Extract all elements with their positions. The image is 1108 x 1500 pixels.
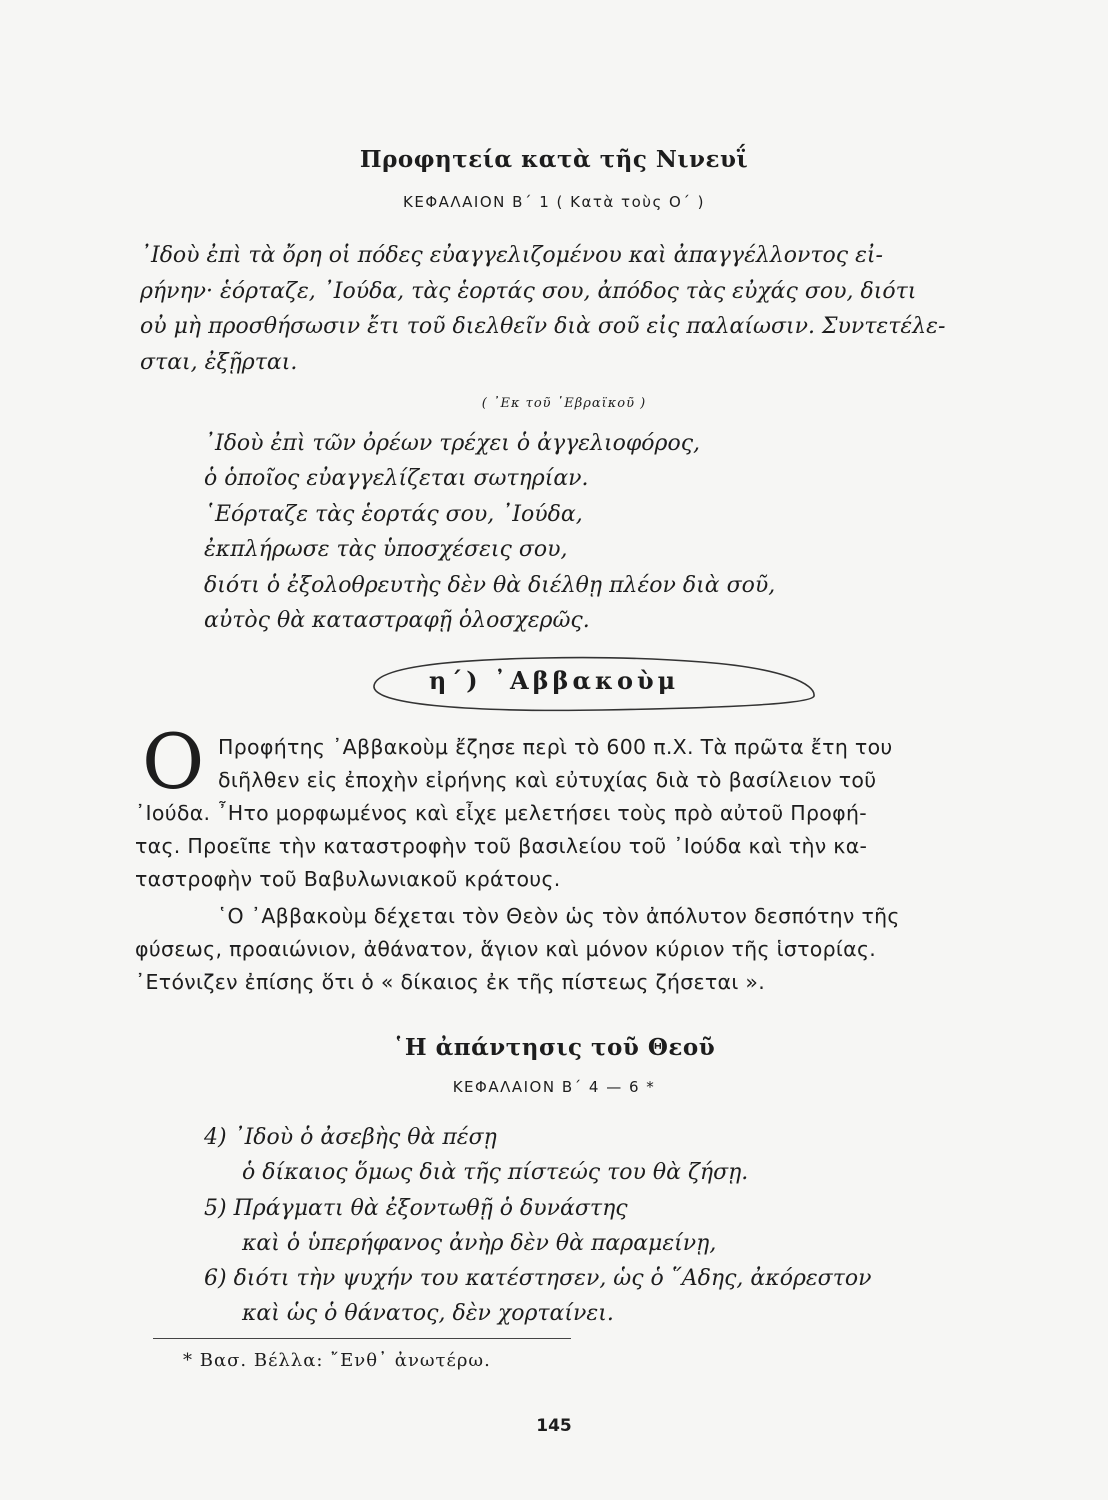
footnote: * Βασ. Βέλλα: ῎Ενθ᾿ ἀνωτέρω. [183,1350,491,1371]
text-line: ᾿Ιούδα. ῏Ητο μορφωμένος καὶ εἶχε μελετήσει τοὺς πρὸ αὐτοῦ Προφή- [135,801,867,825]
text-line: οὐ μὴ προσθήσωσιν ἔτι τοῦ διελθεῖν διὰ σοῦ εἰς παλαίωσιν. Συντετέλε- [140,314,946,339]
section-title-answer: ῾Η ἀπάντησις τοῦ Θεοῦ [392,1034,716,1061]
hebrew-verse [204,426,964,638]
text-line: φύσεως, προαιώνιον, ἀθάνατον, ἅγιον καὶ μόνον κύριον τῆς ἱστορίας. [135,937,877,961]
chapter-reference-2: ΚΕΦΑΛΑΙΟΝ Β΄ 4 — 6 * [452,1078,656,1096]
bio-paragraph-2 [135,900,978,999]
verse-line: καὶ ὁ ὑπερήφανος ἀνὴρ δὲν θὰ παραμείνῃ, [242,1230,717,1256]
verse-line: ὁ δίκαιος ὅμως διὰ τῆς πίστεώς του θὰ ζήσῃ. [242,1160,749,1186]
text-line: ᾿Ετόνιζεν ἐπίσης ὅτι ὁ « δίκαιος ἐκ τῆς πίστεως ζήσεται ». [135,970,766,994]
source-note: ( ᾿Εκ τοῦ ῾Εβραϊκοῦ ) [481,396,647,411]
text-line: ῾Ο ᾿Αββακοὺμ δέχεται τὸν Θεὸν ὡς τὸν ἀπόλυτον δεσπότην τῆς [217,904,900,928]
text-line: σται, ἐξῇρται. [140,349,298,375]
septuagint-text [140,238,978,380]
verse-line: διότι ὁ ἐξολοθρευτὴς δὲν θὰ διέλθῃ πλέον διὰ σοῦ, [204,572,776,598]
verse-line: καὶ ὡς ὁ θάνατος, δὲν χορταίνει. [242,1301,614,1327]
chapter-reference: ΚΕΦΑΛΑΙΟΝ Β΄ 1 ( Κατὰ τοὺς Ο΄ ) [403,193,705,211]
text-line: Προφήτης ᾿Αββακοὺμ ἔζησε περὶ τὸ 600 π.Χ. Τὰ πρῶτα ἔτη του [218,735,893,759]
answer-verses [204,1120,984,1332]
verse-line: ᾿Ιδοὺ ἐπὶ τῶν ὀρέων τρέχει ὁ ἀγγελιοφόρος, [204,431,701,456]
text-line: τας. Προεῖπε τὴν καταστροφὴν τοῦ βασιλείου τοῦ ᾿Ιούδα καὶ τὴν κα- [135,834,868,858]
verse-line: 4) ᾿Ιδοὺ ὁ ἀσεβὴς θὰ πέσῃ [204,1125,497,1150]
drop-cap: Ο [142,717,205,806]
text-line: ταστροφὴν τοῦ Βαβυλωνιακοῦ κράτους. [135,867,561,891]
verse-line: ῾Εόρταζε τὰς ἑορτάς σου, ᾿Ιούδα, [204,501,583,527]
prophet-heading: η΄) ᾿Αββακοὺμ [428,666,680,695]
verse-line: αὐτὸς θὰ καταστραφῇ ὁλοσχερῶς. [204,608,590,634]
text-line: ρήνην· ἑόρταζε, ᾿Ιούδα, τὰς ἑορτάς σου, ἀπόδος τὰς εὐχάς σου, διότι [140,278,917,304]
text-line: διῆλθεν εἰς ἐποχὴν εἰρήνης καὶ εὐτυχίας διὰ τὸ βασίλειον τοῦ [218,768,877,792]
page-number: 145 [536,1416,572,1436]
bio-paragraph-rest [135,797,978,896]
bio-paragraph-start [218,731,978,797]
verse-line: 6) διότι τὴν ψυχήν του κατέστησεν, ὡς ὁ ῞Αδης, ἀκόρεστον [204,1266,872,1292]
text-line: ᾿Ιδοὺ ἐπὶ τὰ ὄρη οἱ πόδες εὐαγγελιζομένου καὶ ἀπαγγέλλοντος εἰ- [140,243,883,268]
footnote-divider [153,1338,571,1339]
verse-line: ὁ ὁποῖος εὐαγγελίζεται σωτηρίαν. [204,466,589,492]
verse-line: 5) Πράγματι θὰ ἐξοντωθῇ ὁ δυνάστης [204,1195,628,1221]
verse-line: ἐκπλήρωσε τὰς ὑποσχέσεις σου, [204,537,568,563]
section-title-prophecy: Προφητεία κατὰ τῆς Νινευΐ [359,146,749,173]
